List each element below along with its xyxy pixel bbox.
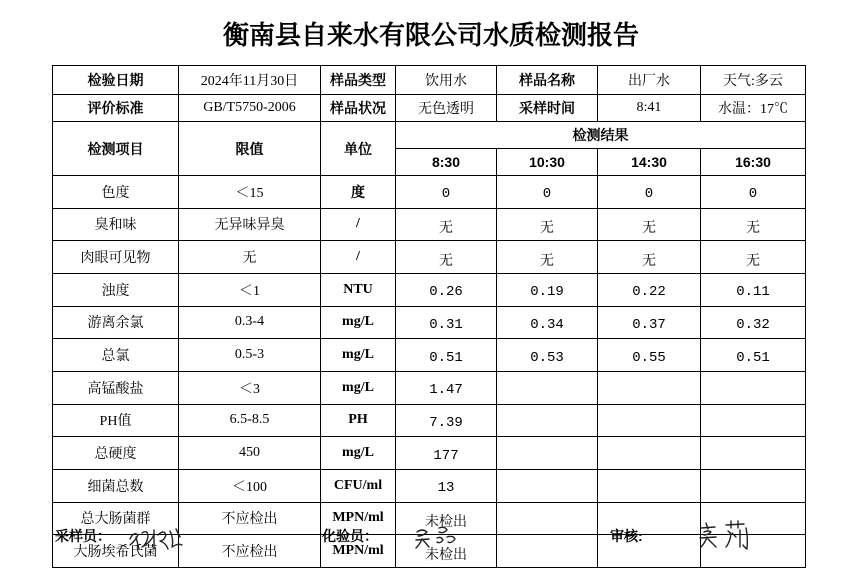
result-empty-cell <box>701 437 806 470</box>
result-value: 0 <box>701 176 806 209</box>
time-header-3: 14:30 <box>598 149 701 176</box>
result-value: 0.26 <box>396 273 497 306</box>
result-empty-cell <box>497 469 598 502</box>
table-row <box>53 437 806 470</box>
limit-value: ＜100 <box>179 469 321 502</box>
result-empty-cell <box>497 371 598 404</box>
water-quality-report-table <box>52 65 806 568</box>
result-empty-cell <box>497 502 598 535</box>
result-value: 未检出 <box>396 535 497 568</box>
item-name: 高锰酸盐 <box>53 371 179 404</box>
table-row <box>53 469 806 502</box>
result-value: 0.51 <box>396 339 497 372</box>
table-row <box>53 273 806 306</box>
result-value: 0.32 <box>701 306 806 339</box>
standard-label: 评价标准 <box>53 95 179 122</box>
limit-value: ＜1 <box>179 273 321 306</box>
results-column-header: 检测结果 <box>396 122 806 149</box>
standard-value: GB/T5750-2006 <box>179 95 321 122</box>
result-empty-cell <box>701 469 806 502</box>
info-row-2 <box>53 95 806 122</box>
report-title: 衡南县自来水有限公司水质检测报告 <box>222 20 639 50</box>
item-name: 细菌总数 <box>53 469 179 502</box>
sample-name-value: 出厂水 <box>598 66 701 95</box>
unit-value: / <box>321 208 396 241</box>
reviewer-label: 审核: <box>610 528 643 544</box>
result-value: 无 <box>497 241 598 274</box>
result-empty-cell <box>598 404 701 437</box>
result-value: 0.53 <box>497 339 598 372</box>
unit-value: MPN/ml <box>321 535 396 568</box>
sampler-signature <box>124 519 188 553</box>
limit-value: 450 <box>179 437 321 470</box>
result-value: 0.22 <box>598 273 701 306</box>
table-row <box>53 241 806 274</box>
item-name: 臭和味 <box>53 208 179 241</box>
unit-value: mg/L <box>321 306 396 339</box>
unit-value: PH <box>321 404 396 437</box>
limit-value: 不应检出 <box>179 502 321 535</box>
limit-value: 0.3-4 <box>179 306 321 339</box>
result-empty-cell <box>598 469 701 502</box>
result-value: 0 <box>396 176 497 209</box>
analyst-signature <box>413 524 463 552</box>
item-name: 游离余氯 <box>53 306 179 339</box>
result-empty-cell <box>701 371 806 404</box>
result-value: 13 <box>396 469 497 502</box>
result-empty-cell <box>701 404 806 437</box>
sampling-time-label: 采样时间 <box>497 95 598 122</box>
result-value: 无 <box>396 208 497 241</box>
result-value: 无 <box>598 241 701 274</box>
limit-value: 0.5-3 <box>179 339 321 372</box>
result-value: 无 <box>497 208 598 241</box>
time-header-4: 16:30 <box>701 149 806 176</box>
unit-value: mg/L <box>321 437 396 470</box>
limit-value: 不应检出 <box>179 535 321 568</box>
item-name: 总硬度 <box>53 437 179 470</box>
table-row <box>53 339 806 372</box>
limit-column-header: 限值 <box>179 122 321 176</box>
time-header-2: 10:30 <box>497 149 598 176</box>
sampler-label: 采样员： <box>55 528 111 544</box>
result-value: 0.37 <box>598 306 701 339</box>
test-date-value: 2024年11月30日 <box>179 66 321 95</box>
result-value: 0.51 <box>701 339 806 372</box>
table-row <box>53 208 806 241</box>
result-empty-cell <box>598 371 701 404</box>
item-name: 浊度 <box>53 273 179 306</box>
unit-value: 度 <box>321 176 396 209</box>
limit-value: 无 <box>179 241 321 274</box>
item-name: 总大肠菌群 <box>53 502 179 535</box>
limit-value: ＜15 <box>179 176 321 209</box>
result-value: 1.47 <box>396 371 497 404</box>
result-empty-cell <box>497 437 598 470</box>
sample-type-value: 饮用水 <box>396 66 497 95</box>
limit-value: 6.5-8.5 <box>179 404 321 437</box>
result-value: 177 <box>396 437 497 470</box>
sample-name-label: 样品名称 <box>497 66 598 95</box>
time-header-1: 8:30 <box>396 149 497 176</box>
result-value: 0.11 <box>701 273 806 306</box>
result-value: 无 <box>598 208 701 241</box>
table-row <box>53 306 806 339</box>
item-name: 大肠埃希氏菌 <box>53 535 179 568</box>
info-row-1 <box>53 66 806 95</box>
result-value: 0.19 <box>497 273 598 306</box>
result-value: 0 <box>497 176 598 209</box>
item-column-header: 检测项目 <box>53 122 179 176</box>
unit-value: mg/L <box>321 371 396 404</box>
sample-condition-label: 样品状况 <box>321 95 396 122</box>
unit-column-header: 单位 <box>321 122 396 176</box>
item-name: PH值 <box>53 404 179 437</box>
result-empty-cell <box>598 437 701 470</box>
limit-value: ＜3 <box>179 371 321 404</box>
results-header-row <box>53 122 806 149</box>
table-row <box>53 371 806 404</box>
result-value: 无 <box>701 241 806 274</box>
reviewer-signature <box>698 519 754 551</box>
result-value: 0.55 <box>598 339 701 372</box>
item-name: 肉眼可见物 <box>53 241 179 274</box>
test-date-label: 检验日期 <box>53 66 179 95</box>
result-value: 无 <box>396 241 497 274</box>
limit-value: 无异味异臭 <box>179 208 321 241</box>
result-value: 0.34 <box>497 306 598 339</box>
sampling-time-value: 8:41 <box>598 95 701 122</box>
result-value: 无 <box>701 208 806 241</box>
analyst-label: 化验员： <box>322 528 378 544</box>
result-value: 未检出 <box>396 502 497 535</box>
weather-value: 天气:多云 <box>701 66 806 95</box>
result-value: 7.39 <box>396 404 497 437</box>
sample-condition-value: 无色透明 <box>396 95 497 122</box>
item-name: 色度 <box>53 176 179 209</box>
table-row <box>53 404 806 437</box>
unit-value: NTU <box>321 273 396 306</box>
sample-type-label: 样品类型 <box>321 66 396 95</box>
result-value: 0 <box>598 176 701 209</box>
table-row <box>53 176 806 209</box>
unit-value: MPN/ml <box>321 502 396 535</box>
result-empty-cell <box>497 404 598 437</box>
unit-value: / <box>321 241 396 274</box>
unit-value: CFU/ml <box>321 469 396 502</box>
result-empty-cell <box>497 535 598 568</box>
water-temp-value: 水温：17℃ <box>701 95 806 122</box>
result-value: 0.31 <box>396 306 497 339</box>
item-name: 总氯 <box>53 339 179 372</box>
unit-value: mg/L <box>321 339 396 372</box>
